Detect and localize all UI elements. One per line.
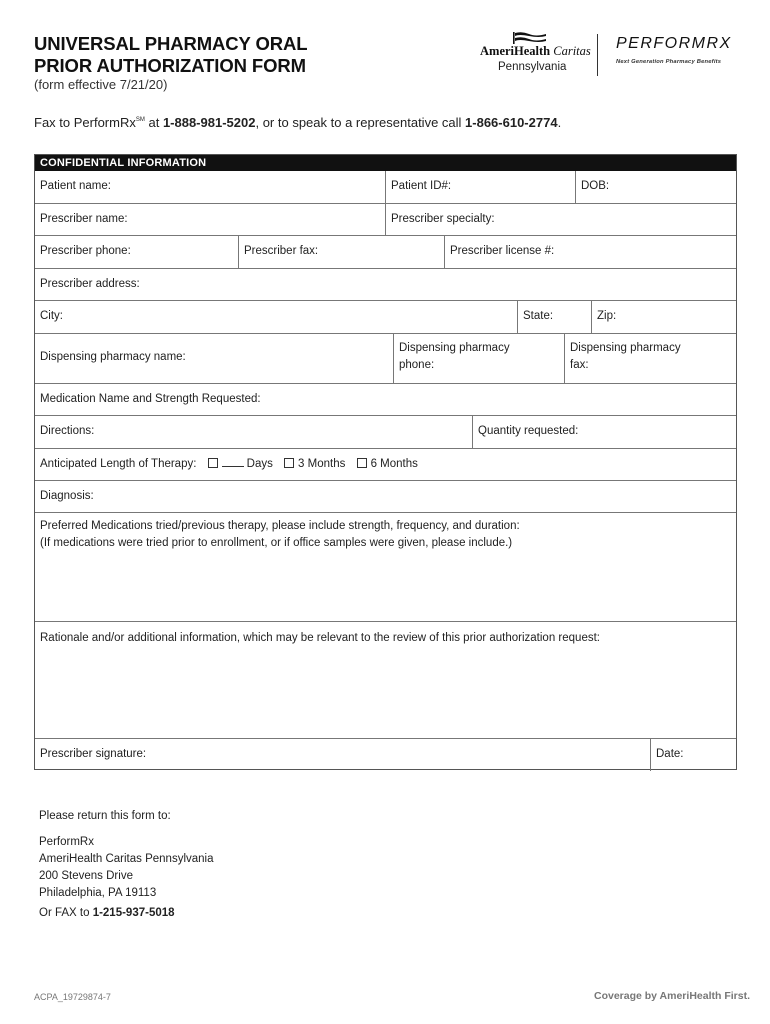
prescriber-phone-label: Prescriber phone:	[40, 245, 131, 257]
medication-label: Medication Name and Strength Requested:	[40, 393, 261, 405]
city-field[interactable]	[35, 301, 517, 333]
form-title-line1: UNIVERSAL PHARMACY ORAL	[34, 33, 308, 54]
therapy-days-input[interactable]	[222, 457, 244, 467]
state-label: State:	[523, 310, 554, 322]
prescriber-fax-label: Prescriber fax:	[244, 245, 319, 257]
dispensing-pharmacy-phone-label-line1: Dispensing pharmacy	[399, 342, 510, 354]
prescriber-signature-label: Prescriber signature:	[40, 748, 147, 760]
return-line: PerformRx	[39, 836, 94, 848]
preferred-medications-field[interactable]	[35, 513, 736, 621]
rationale-label: Rationale and/or additional information, which may be relevant to the review of this prior authorization request:	[40, 632, 600, 644]
prescriber-name-label: Prescriber name:	[40, 213, 128, 225]
return-line: Philadelphia, PA 19113	[39, 887, 157, 899]
diagnosis-field[interactable]	[35, 481, 736, 512]
medication-field[interactable]	[35, 384, 736, 415]
form-code: ACPA_19729874-7	[34, 992, 111, 1002]
zip-field[interactable]	[592, 301, 736, 333]
therapy-3months-label: 3 Months	[298, 458, 346, 470]
therapy-3months-checkbox[interactable]	[284, 458, 294, 468]
return-line: AmeriHealth Caritas Pennsylvania	[39, 853, 214, 865]
zip-label: Zip:	[597, 310, 617, 322]
fax-instructions: Fax to PerformRx℠ at 1-888-981-5202, or to speak to a representative call 1-866-610-2774.	[34, 115, 562, 130]
representative-number: 1-866-610-2774	[465, 115, 558, 130]
flag-icon	[512, 32, 548, 44]
dispensing-pharmacy-fax-field[interactable]	[565, 334, 736, 383]
dispensing-pharmacy-name-field[interactable]	[35, 334, 393, 383]
dob-field[interactable]	[576, 171, 736, 203]
therapy-6months-checkbox[interactable]	[357, 458, 367, 468]
amerihealth-caritas-logo	[480, 32, 590, 78]
therapy-length-label: Anticipated Length of Therapy:	[40, 458, 197, 470]
dispensing-pharmacy-fax-label-line2: fax:	[570, 359, 589, 371]
prescriber-phone-field[interactable]	[35, 236, 238, 268]
quantity-field[interactable]	[473, 416, 736, 448]
quantity-label: Quantity requested:	[478, 425, 579, 437]
directions-label: Directions:	[40, 425, 95, 437]
amerihealth-name: AmeriHealth Caritas	[480, 44, 591, 58]
fax-number: 1-888-981-5202	[162, 115, 256, 130]
dispensing-pharmacy-phone-label-line2: phone:	[399, 359, 435, 371]
therapy-days-checkbox[interactable]	[208, 458, 218, 468]
performrx-name: PERFORMRX	[616, 35, 732, 52]
return-fax: Or FAX to 1-215-937-5018	[39, 907, 175, 919]
amerihealth-state: Pennsylvania	[498, 61, 567, 73]
prescriber-fax-field[interactable]	[239, 236, 444, 268]
form-title	[34, 33, 308, 77]
form-title-line2: PRIOR AUTHORIZATION FORM	[34, 55, 306, 76]
prescriber-license-field[interactable]	[445, 236, 736, 268]
performrx-tagline: Next Generation Pharmacy Benefits	[616, 59, 722, 65]
section-header: CONFIDENTIAL INFORMATION	[35, 155, 736, 171]
preferred-medications-label: Preferred Medications tried/previous therapy, please include strength, frequency, and duration:	[40, 520, 520, 532]
prescriber-specialty-field[interactable]	[386, 204, 736, 235]
footer-tagline: Coverage by AmeriHealth First.	[594, 990, 750, 1002]
performrx-logo	[616, 35, 746, 75]
confidential-information-form	[34, 154, 737, 770]
therapy-days-label: Days	[246, 458, 273, 470]
spacer	[39, 825, 214, 834]
preferred-medications-note: (If medications were tried prior to enrollment, or if office samples were given, please include.)	[40, 537, 513, 549]
directions-field[interactable]	[35, 416, 472, 448]
dob-label: DOB:	[581, 180, 610, 192]
diagnosis-label: Diagnosis:	[40, 490, 94, 502]
patient-id-label: Patient ID#:	[391, 180, 452, 192]
patient-name-label: Patient name:	[40, 180, 111, 192]
dispensing-pharmacy-name-label: Dispensing pharmacy name:	[40, 351, 186, 363]
prescriber-license-label: Prescriber license #:	[450, 245, 555, 257]
return-line: 200 Stevens Drive	[39, 870, 133, 882]
prescriber-name-field[interactable]	[35, 204, 385, 235]
rationale-field[interactable]	[35, 622, 736, 738]
return-fax-number: 1-215-937-5018	[92, 907, 175, 919]
logo-divider	[597, 34, 598, 76]
date-field[interactable]	[651, 739, 736, 769]
city-label: City:	[40, 310, 63, 322]
state-field[interactable]	[518, 301, 591, 333]
patient-name-field[interactable]	[35, 171, 385, 203]
prescriber-address-field[interactable]	[35, 269, 736, 300]
date-label: Date:	[656, 748, 684, 760]
return-address	[39, 808, 214, 922]
prescriber-address-label: Prescriber address:	[40, 278, 140, 290]
therapy-length-row	[35, 449, 736, 480]
form-effective-date: (form effective 7/21/20)	[34, 77, 168, 92]
return-heading: Please return this form to:	[39, 810, 171, 822]
dispensing-pharmacy-fax-label-line1: Dispensing pharmacy	[570, 342, 681, 354]
therapy-6months-label: 6 Months	[370, 458, 418, 470]
prescriber-signature-field[interactable]	[35, 739, 650, 769]
therapy-length-group	[40, 456, 418, 473]
prescriber-specialty-label: Prescriber specialty:	[391, 213, 495, 225]
patient-id-field[interactable]	[386, 171, 575, 203]
dispensing-pharmacy-phone-field[interactable]	[394, 334, 564, 383]
